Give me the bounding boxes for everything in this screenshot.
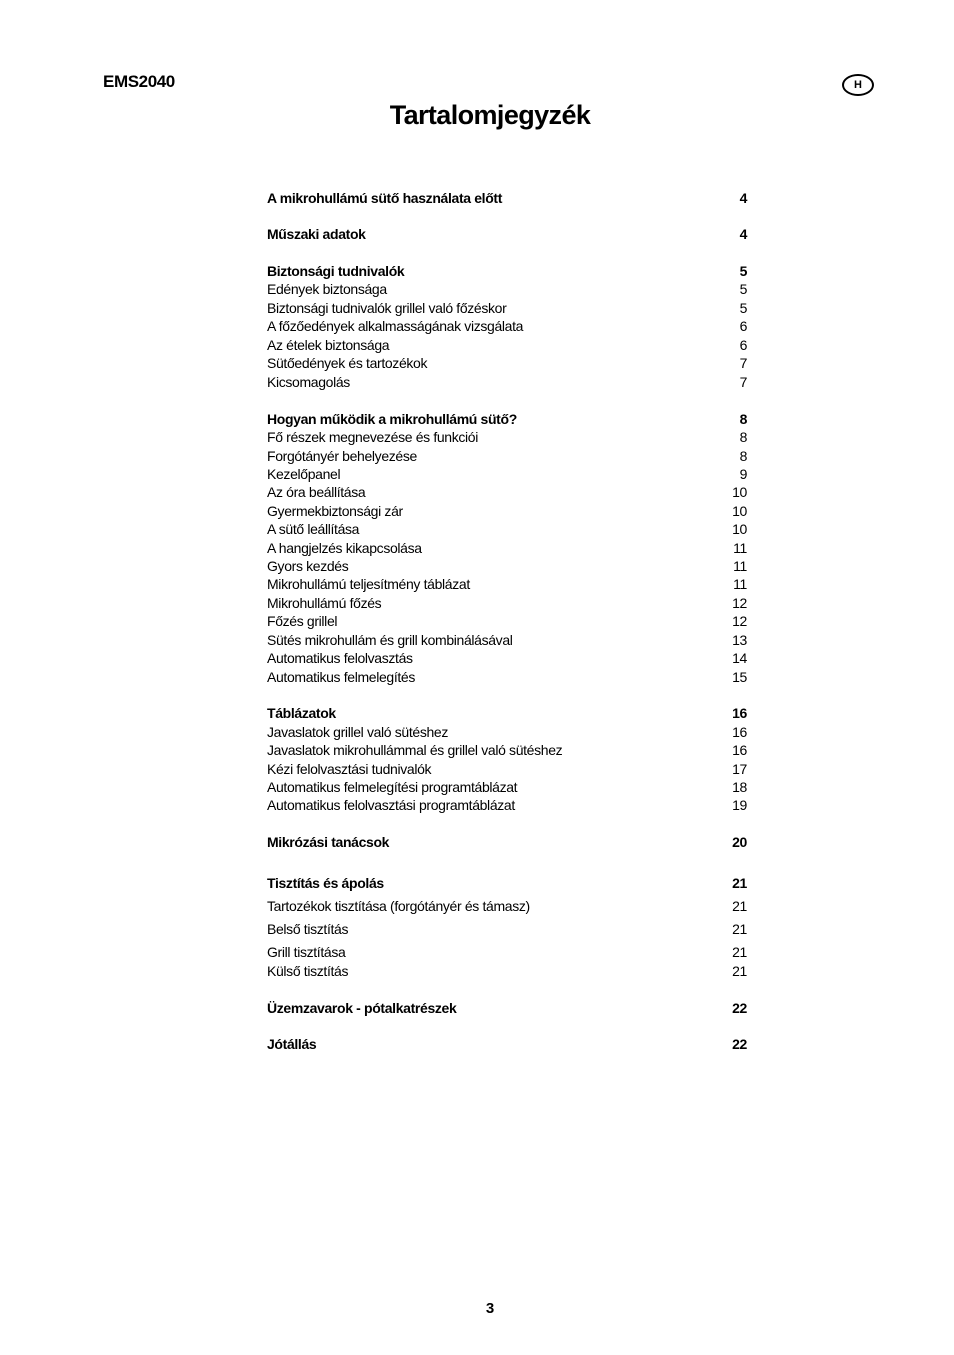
toc-entry-label: Automatikus felmelegítés (267, 669, 416, 685)
toc-entry-page: 11 (733, 558, 747, 574)
toc-section-heading (267, 189, 747, 207)
toc-entry (267, 354, 747, 372)
toc-entry-label: Javaslatok grillel való sütéshez (267, 724, 449, 740)
toc-entry (267, 483, 747, 501)
toc-entry-label: A sütő leállítása (267, 521, 360, 537)
toc-section-heading (267, 225, 747, 243)
toc-entry-page: 22 (732, 1000, 747, 1016)
toc-entry-page: 15 (732, 669, 747, 685)
toc-entry (267, 796, 747, 814)
toc-entry-label: Edények biztonsága (267, 281, 387, 297)
toc-entry (267, 373, 747, 391)
toc-entry (267, 649, 747, 667)
toc-entry-page: 4 (739, 190, 747, 206)
toc-entry (267, 299, 747, 317)
toc-entry-label: Műszaki adatok (267, 226, 366, 242)
toc-entry-page: 11 (733, 576, 747, 592)
toc-entry-label: Sütés mikrohullám és grill kombinálásával (267, 632, 513, 648)
language-badge: H (842, 74, 874, 96)
toc-entry-page: 21 (732, 963, 747, 979)
toc-entry-label: Külső tisztítás (267, 963, 349, 979)
toc-entry (267, 778, 747, 796)
toc-entry (267, 539, 747, 557)
toc-entry-label: Tartozékok tisztítása (forgótányér és támasz) (267, 898, 530, 914)
toc-entry-page: 19 (732, 797, 747, 813)
toc-entry-label: Fő részek megnevezése és funkciói (267, 429, 479, 445)
toc-entry-page: 18 (732, 779, 747, 795)
toc-entry (267, 920, 747, 938)
toc-entry-page: 8 (739, 411, 747, 427)
toc-entry-page: 10 (732, 484, 747, 500)
toc-entry-label: Az ételek biztonsága (267, 337, 390, 353)
toc-entry (267, 336, 747, 354)
toc-entry (267, 465, 747, 483)
toc-entry (267, 897, 747, 915)
toc-entry (267, 741, 747, 759)
toc-entry-page: 6 (739, 337, 747, 353)
toc-entry-label: Az óra beállítása (267, 484, 366, 500)
toc-entry (267, 317, 747, 335)
toc-entry (267, 760, 747, 778)
toc-entry (267, 428, 747, 446)
toc-entry (267, 447, 747, 465)
toc-entry (267, 668, 747, 686)
toc-entry-label: Gyors kezdés (267, 558, 349, 574)
toc-entry (267, 631, 747, 649)
toc-entry-page: 6 (739, 318, 747, 334)
toc-entry-page: 16 (732, 742, 747, 758)
toc-entry-label: Jótállás (267, 1036, 317, 1052)
toc-entry-page: 12 (732, 613, 747, 629)
toc-entry-label: Mikrohullámú főzés (267, 595, 382, 611)
toc-entry-page: 8 (739, 429, 747, 445)
toc-entry-label: Mikrózási tanácsok (267, 834, 390, 850)
toc-entry-page: 11 (733, 540, 747, 556)
toc-entry-page: 10 (732, 521, 747, 537)
page-number: 3 (485, 1300, 495, 1317)
toc-entry-label: Kicsomagolás (267, 374, 350, 390)
toc-entry (267, 280, 747, 298)
toc-entry-page: 5 (739, 263, 747, 279)
toc-entry-label: Tisztítás és ápolás (267, 875, 384, 891)
toc-entry-page: 10 (732, 503, 747, 519)
toc-entry-label: Táblázatok (267, 705, 336, 721)
toc-entry-label: A hangjelzés kikapcsolása (267, 540, 422, 556)
toc-entry-page: 21 (732, 921, 747, 937)
toc-entry-page: 4 (739, 226, 747, 242)
toc-entry-page: 21 (732, 944, 747, 960)
toc-entry-label: Sütőedények és tartozékok (267, 355, 428, 371)
toc-entry-page: 16 (732, 705, 747, 721)
toc-entry-page: 21 (732, 898, 747, 914)
toc-entry-label: Gyermekbiztonsági zár (267, 503, 403, 519)
toc-entry-label: Üzemzavarok - pótalkatrészek (267, 1000, 457, 1016)
toc-entry-label: Főzés grillel (267, 613, 338, 629)
toc-entry-page: 5 (739, 300, 747, 316)
toc-entry-label: Automatikus felolvasztás (267, 650, 413, 666)
toc-entry-label: Belső tisztítás (267, 921, 349, 937)
toc-entry (267, 943, 747, 961)
toc-entry-label: A mikrohullámú sütő használata előtt (267, 190, 503, 206)
toc-entry-page: 17 (732, 761, 747, 777)
toc-section-heading (267, 410, 747, 428)
toc-entry-label: Forgótányér behelyezése (267, 448, 417, 464)
toc-entry-page: 9 (739, 466, 747, 482)
toc-entry-label: A főzőedények alkalmasságának vizsgálata (267, 318, 524, 334)
toc-entry-page: 7 (739, 374, 747, 390)
toc-section-heading (267, 833, 747, 851)
toc-entry-label: Grill tisztítása (267, 944, 346, 960)
toc-entry-label: Automatikus felmelegítési programtáblázat (267, 779, 518, 795)
toc-entry-page: 22 (732, 1036, 747, 1052)
toc-entry (267, 502, 747, 520)
toc-entry-page: 8 (739, 448, 747, 464)
toc-entry-label: Kézi felolvasztási tudnivalók (267, 761, 432, 777)
toc-entry (267, 962, 747, 980)
toc-entry (267, 575, 747, 593)
toc-entry-page: 12 (732, 595, 747, 611)
toc-entry-page: 16 (732, 724, 747, 740)
toc-section-heading (267, 874, 747, 892)
model-number: EMS2040 (103, 72, 175, 91)
page-title: Tartalomjegyzék (389, 100, 591, 130)
toc-entry-page: 20 (732, 834, 747, 850)
toc-section-heading (267, 704, 747, 722)
toc-entry (267, 723, 747, 741)
toc-section-heading (267, 1035, 747, 1053)
toc-entry-label: Mikrohullámú teljesítmény táblázat (267, 576, 470, 592)
toc-entry (267, 612, 747, 630)
toc-entry (267, 520, 747, 538)
toc-section-heading (267, 999, 747, 1017)
toc-entry-label: Kezelőpanel (267, 466, 341, 482)
toc-entry-page: 5 (739, 281, 747, 297)
toc-entry-label: Biztonsági tudnivalók grillel való főzéskor (267, 300, 507, 316)
toc-entry (267, 594, 747, 612)
toc-entry-label: Biztonsági tudnivalók (267, 263, 405, 279)
toc-entry-page: 21 (732, 875, 747, 891)
toc-entry-page: 13 (732, 632, 747, 648)
toc-entry-page: 7 (739, 355, 747, 371)
toc-entry-label: Javaslatok mikrohullámmal és grillel való sütéshez (267, 742, 563, 758)
toc-entry-label: Hogyan működik a mikrohullámú sütő? (267, 411, 517, 427)
toc-entry-label: Automatikus felolvasztási programtáblázat (267, 797, 515, 813)
toc-entry (267, 557, 747, 575)
toc-entry-page: 14 (732, 650, 747, 666)
toc-section-heading (267, 262, 747, 280)
